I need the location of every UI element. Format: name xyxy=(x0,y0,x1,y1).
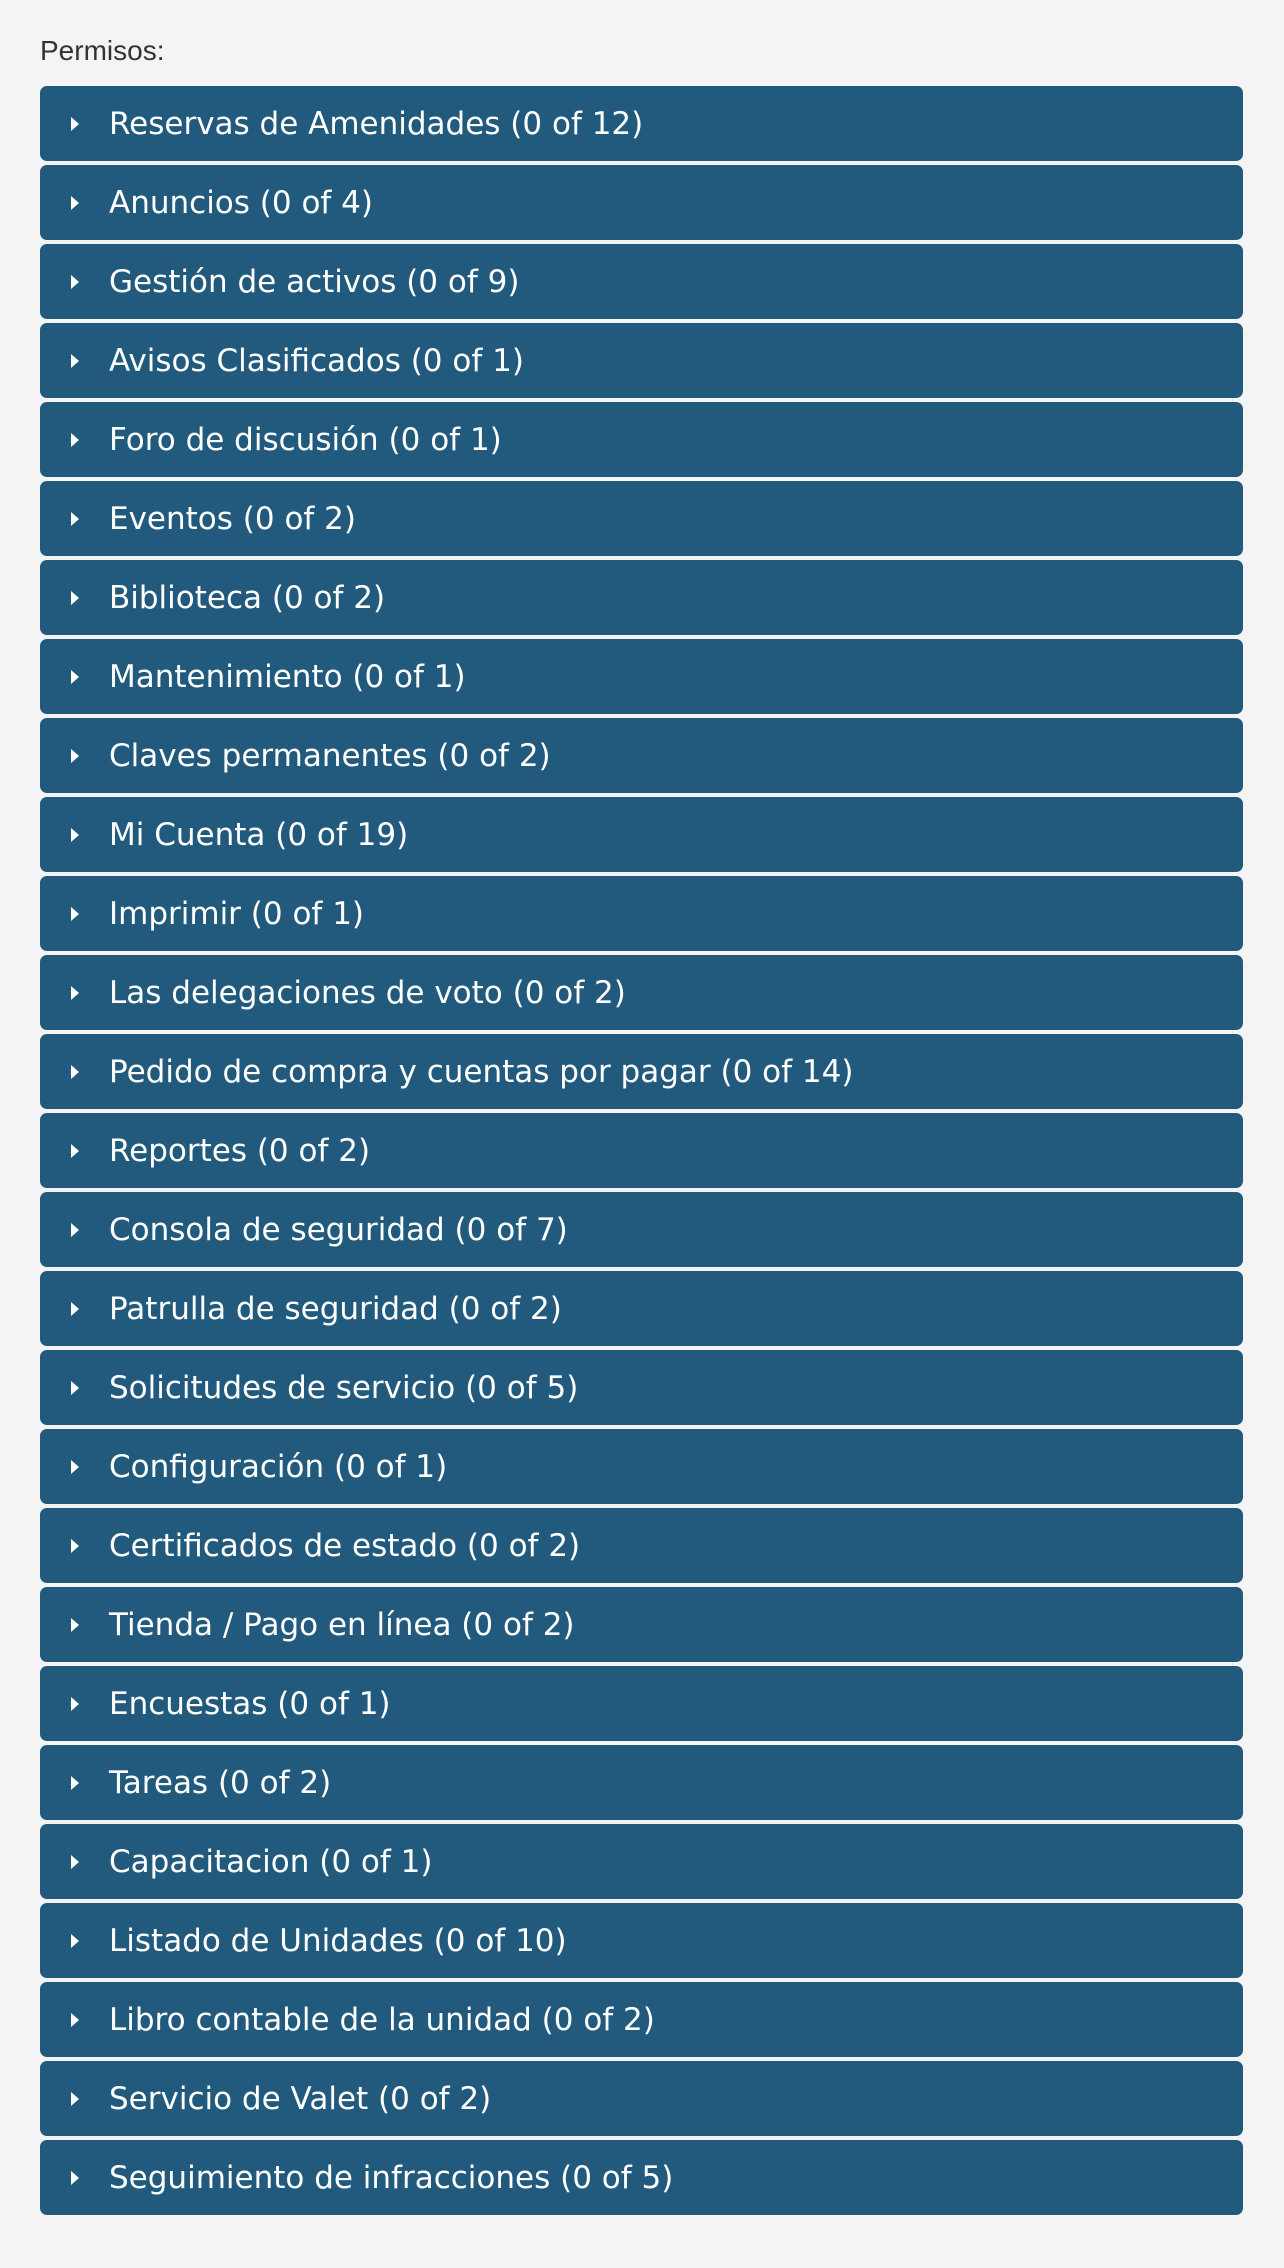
caret-right-icon xyxy=(71,1144,79,1158)
permission-group-label: Gestión de activos (0 of 9) xyxy=(109,263,520,300)
permission-group-toggle[interactable] xyxy=(40,2140,1243,2215)
permission-group-toggle[interactable] xyxy=(40,1113,1243,1188)
permission-group-label: Imprimir (0 of 1) xyxy=(109,895,365,932)
permission-group-label: Tienda / Pago en línea (0 of 2) xyxy=(109,1606,575,1643)
permission-group-toggle[interactable] xyxy=(40,876,1243,951)
caret-right-icon xyxy=(71,196,79,210)
permission-group-label: Las delegaciones de voto (0 of 2) xyxy=(109,974,626,1011)
permission-group-toggle[interactable] xyxy=(40,1271,1243,1346)
permission-group-label: Seguimiento de infracciones (0 of 5) xyxy=(109,2159,674,2196)
permission-group-label: Avisos Clasificados (0 of 1) xyxy=(109,342,524,379)
caret-right-icon xyxy=(71,1776,79,1790)
permission-group-label: Eventos (0 of 2) xyxy=(109,500,357,537)
permission-group-toggle[interactable] xyxy=(40,1508,1243,1583)
permission-group-toggle[interactable] xyxy=(40,86,1243,161)
permission-group-label: Tareas (0 of 2) xyxy=(109,1764,332,1801)
permission-group-toggle[interactable] xyxy=(40,1192,1243,1267)
caret-right-icon xyxy=(71,1934,79,1948)
permission-group-label: Pedido de compra y cuentas por pagar (0 of 14) xyxy=(109,1053,854,1090)
permission-group-label: Configuración (0 of 1) xyxy=(109,1448,448,1485)
permission-group-toggle[interactable] xyxy=(40,1666,1243,1741)
caret-right-icon xyxy=(71,1223,79,1237)
caret-right-icon xyxy=(71,1460,79,1474)
permission-group-toggle[interactable] xyxy=(40,1350,1243,1425)
permission-group-toggle[interactable] xyxy=(40,1824,1243,1899)
caret-right-icon xyxy=(71,1618,79,1632)
permission-group-toggle[interactable] xyxy=(40,797,1243,872)
permission-group-toggle[interactable] xyxy=(40,1034,1243,1109)
permission-group-toggle[interactable] xyxy=(40,1903,1243,1978)
caret-right-icon xyxy=(71,275,79,289)
permission-group-toggle[interactable] xyxy=(40,165,1243,240)
permission-group-toggle[interactable] xyxy=(40,481,1243,556)
caret-right-icon xyxy=(71,512,79,526)
permission-group-label: Servicio de Valet (0 of 2) xyxy=(109,2080,492,2117)
permission-group-label: Certificados de estado (0 of 2) xyxy=(109,1527,581,1564)
caret-right-icon xyxy=(71,828,79,842)
permission-group-label: Capacitacion (0 of 1) xyxy=(109,1843,433,1880)
permission-group-label: Listado de Unidades (0 of 10) xyxy=(109,1922,567,1959)
caret-right-icon xyxy=(71,2171,79,2185)
caret-right-icon xyxy=(71,591,79,605)
permission-group-toggle[interactable] xyxy=(40,1982,1243,2057)
caret-right-icon xyxy=(71,433,79,447)
permissions-heading: Permisos: xyxy=(40,35,165,66)
caret-right-icon xyxy=(71,1302,79,1316)
permission-group-toggle[interactable] xyxy=(40,718,1243,793)
permission-group-label: Biblioteca (0 of 2) xyxy=(109,579,386,616)
permission-group-label: Solicitudes de servicio (0 of 5) xyxy=(109,1369,579,1406)
caret-right-icon xyxy=(71,986,79,1000)
caret-right-icon xyxy=(71,749,79,763)
caret-right-icon xyxy=(71,117,79,131)
caret-right-icon xyxy=(71,354,79,368)
permission-group-label: Reservas de Amenidades (0 of 12) xyxy=(109,105,644,142)
permission-group-label: Mi Cuenta (0 of 19) xyxy=(109,816,409,853)
permission-group-toggle[interactable] xyxy=(40,639,1243,714)
caret-right-icon xyxy=(71,2092,79,2106)
caret-right-icon xyxy=(71,1855,79,1869)
permission-group-toggle[interactable] xyxy=(40,244,1243,319)
permission-group-label: Libro contable de la unidad (0 of 2) xyxy=(109,2001,655,2038)
permission-group-label: Reportes (0 of 2) xyxy=(109,1132,371,1169)
caret-right-icon xyxy=(71,1065,79,1079)
permission-group-label: Consola de seguridad (0 of 7) xyxy=(109,1211,568,1248)
permission-group-label: Mantenimiento (0 of 1) xyxy=(109,658,466,695)
permission-group-toggle[interactable] xyxy=(40,1745,1243,1820)
permission-group-label: Claves permanentes (0 of 2) xyxy=(109,737,551,774)
caret-right-icon xyxy=(71,1697,79,1711)
permission-group-toggle[interactable] xyxy=(40,402,1243,477)
caret-right-icon xyxy=(71,2013,79,2027)
permission-group-toggle[interactable] xyxy=(40,560,1243,635)
permission-group-label: Foro de discusión (0 of 1) xyxy=(109,421,502,458)
permission-group-toggle[interactable] xyxy=(40,1429,1243,1504)
permission-group-label: Encuestas (0 of 1) xyxy=(109,1685,391,1722)
permission-group-label: Anuncios (0 of 4) xyxy=(109,184,373,221)
caret-right-icon xyxy=(71,1539,79,1553)
permission-group-toggle[interactable] xyxy=(40,2061,1243,2136)
caret-right-icon xyxy=(71,907,79,921)
caret-right-icon xyxy=(71,670,79,684)
permission-group-toggle[interactable] xyxy=(40,1587,1243,1662)
permission-group-label: Patrulla de seguridad (0 of 2) xyxy=(109,1290,562,1327)
permissions-list xyxy=(40,86,1243,2215)
permission-group-toggle[interactable] xyxy=(40,955,1243,1030)
caret-right-icon xyxy=(71,1381,79,1395)
permission-group-toggle[interactable] xyxy=(40,323,1243,398)
